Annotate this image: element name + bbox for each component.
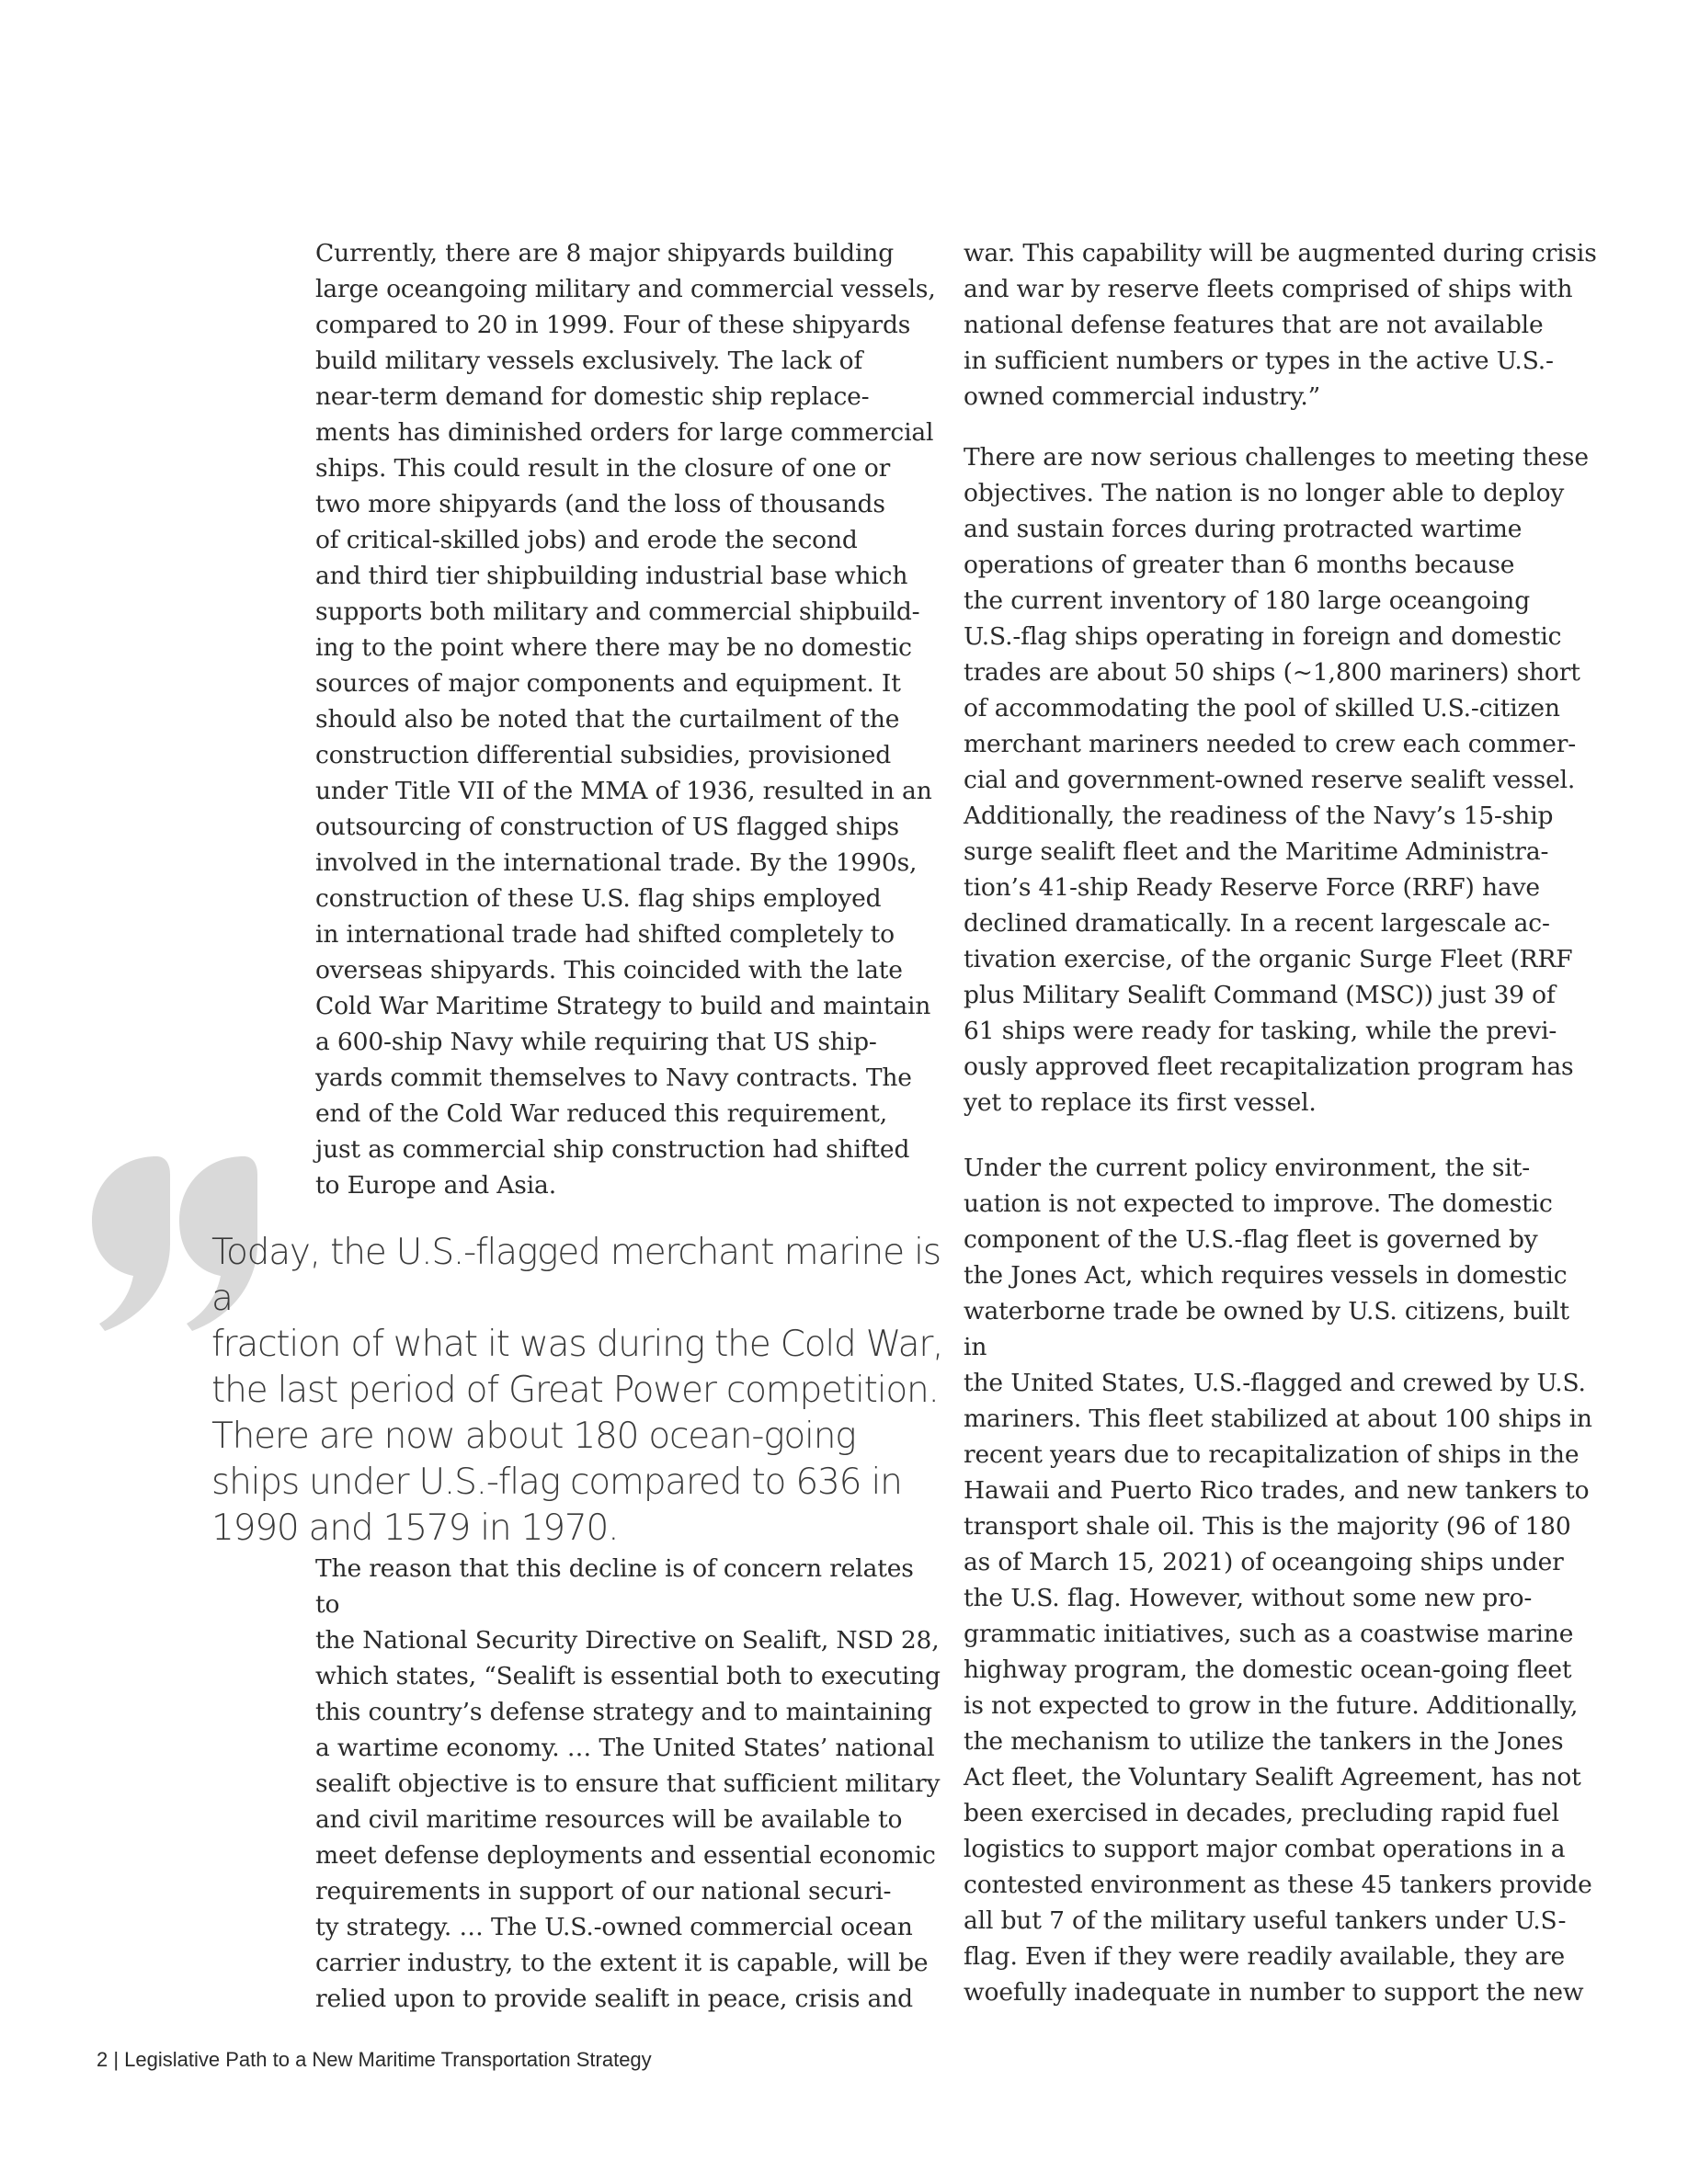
left-column-paragraph-2: The reason that this decline is of concern relates to the National Security Directive on Sealift, NSD 28, which states, “Sealift is essential both to executing this country’s defense strategy and to maintaining a wartime economy. … The United States’ national sealift objective is to ensure that sufficient military and civil maritime resources will be available to meet defense deployments and essential economic requirements in support of our national securi- ty strategy. … The U.S.-owned commercial ocean carrier industry, to the extent it is capable, will be relied upon to provide sealift in peace, crisis and <box>315 1554 941 2013</box>
right-column-paragraph-1: war. This capability will be augmented during crisis and war by reserve fleets comprised of ships with national defense features that are not available in sufficient numbers or types in the active U.S.- owned commercial industry.” <box>964 239 1597 411</box>
pull-quote: Today, the U.S.-flagged merchant marine is a fraction of what it was during the Cold War, the last period of Great Power competition. There are now about 180 ocean-going ships under U.S.-flag compared to 636 in 1990 and 1579 in 1970. <box>211 1232 943 1549</box>
left-column-paragraph-1: Currently, there are 8 major shipyards building large oceangoing military and commercial vessels, compared to 20 in 1999. Four of these shipyards build military vessels exclusively. The lack of near-term demand for domestic ship replace- ments has diminished orders for large commercial ships. This could result in the closure of one or two more shipyards (and the loss of thousands of critical-skilled jobs) and erode the second and third tier shipbuilding industrial base which supports both military and commercial shipbuild- ing to the point where there may be no domestic sources of major components and equipment. It should also be noted that the curtailment of the construction differential subsidies, provisioned under Title VII of the MMA of 1936, resulted in an outsourcing of construction of US flagged ships involved in the international trade. By the 1990s, construction of these U.S. flag ships employed in international trade had shifted completely to overseas shipyards. This coincided with the late Cold War Maritime Strategy to build and maintain a 600-ship Navy while requiring that US ship- yards commit themselves to Navy contracts. The end of the Cold War reduced this requirement, just as commercial ship construction had shifted to Europe and Asia. <box>315 239 936 1200</box>
right-column-paragraph-3: Under the current policy environment, the sit- uation is not expected to improve. The domestic component of the U.S.-flag fleet is governed by the Jones Act, which requires vessels in domestic waterborne trade be owned by U.S. citizens, built in the United States, U.S.-flagged and crewed by U.S. mariners. This fleet stabilized at about 100 ships in recent years due to recapitalization of ships in the Hawaii and Puerto Rico trades, and new tankers to transport shale oil. This is the majority (96 of 180 as of March 15, 2021) of oceangoing ships under the U.S. flag. However, without some new pro- grammatic initiatives, such as a coastwise marine highway program, the domestic ocean-going fleet is not expected to grow in the future. Additionally, the mechanism to utilize the tankers in the Jones Act fleet, the Voluntary Sealift Agreement, has not been exercised in decades, precluding rapid fuel logistics to support major combat operations in a contested environment as these 45 tankers provide all but 7 of the military useful tankers under U.S- flag. Even if they were readily available, they are woefully inadequate in number to support the new <box>964 1154 1592 2007</box>
right-column-paragraph-2: There are now serious challenges to meeting these objectives. The nation is no longer able to deploy and sustain forces during protracted wartime operations of greater than 6 months because the current inventory of 180 large oceangoing U.S.-flag ships operating in foreign and domestic trades are about 50 ships (~1,800 mariners) short of accommodating the pool of skilled U.S.-citizen merchant mariners needed to crew each commer- cial and government-owned reserve sealift vessel. Additionally, the readiness of the Navy’s 15-ship surge sealift fleet and the Maritime Administra- tion’s 41-ship Ready Reserve Force (RRF) have declined dramatically. In a recent largescale ac- tivation exercise, of the organic Surge Fleet (RRF plus Military Sealift Command (MSC)) just 39 of 61 ships were ready for tasking, while the previ- ously approved fleet recapitalization program has yet to replace its first vessel. <box>964 443 1589 1117</box>
page-footer: 2 | Legislative Path to a New Maritime Transportation Strategy <box>97 2048 652 2071</box>
